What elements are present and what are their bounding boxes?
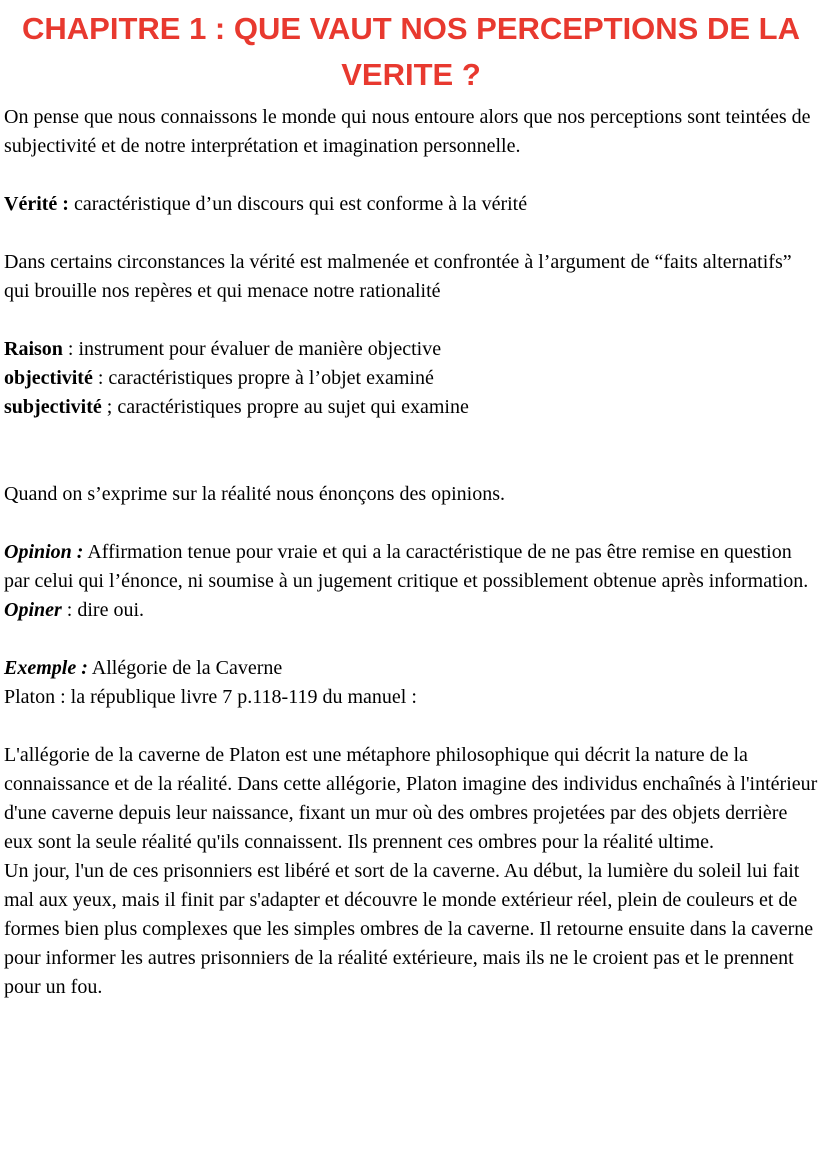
paragraph-faits-alternatifs: Dans certains circonstances la vérité est malmenée et confrontée à l’argument de “faits alternatifs” qui brouille nos repères et qui menace notre rationalité bbox=[4, 250, 792, 302]
term-exemple: Exemple : bbox=[4, 656, 88, 679]
definition-opiner bbox=[4, 596, 818, 625]
text-raison-def: : instrument pour évaluer de manière objective bbox=[62, 337, 442, 360]
paragraph-opinions-intro: Quand on s’exprime sur la réalité nous énonçons des opinions. bbox=[4, 482, 506, 505]
text-verite-def: caractéristique d’un discours qui est conforme à la vérité bbox=[68, 192, 528, 215]
definition-verite bbox=[4, 190, 818, 219]
definition-raison bbox=[4, 335, 818, 364]
term-verite: Vérité : bbox=[4, 192, 69, 215]
paragraph-intro: On pense que nous connaissons le monde qui nous entoure alors que nos perceptions sont teintées de subjectivité et de notre interprétation et imagination personnelle. bbox=[4, 105, 811, 157]
text-subjectivite-def: ; caractéristiques propre au sujet qui examine bbox=[101, 395, 469, 418]
term-objectivite: objectivité bbox=[4, 366, 93, 389]
term-raison: Raison bbox=[4, 337, 63, 360]
paragraph-platon-reference: Platon : la république livre 7 p.118-119 du manuel : bbox=[4, 685, 417, 708]
text-opinion-def: Affirmation tenue pour vraie et qui a la caractéristique de ne pas être remise en question par celui qui l’énonce, ni soumise à un jugement critique et possiblement obtenue après information. bbox=[4, 540, 809, 592]
text-opiner-def: : dire oui. bbox=[61, 598, 145, 621]
definition-subjectivite bbox=[4, 393, 818, 422]
term-opiner: Opiner bbox=[4, 598, 62, 621]
text-exemple-def: Allégorie de la Caverne bbox=[87, 656, 283, 679]
text-objectivite-def: : caractéristiques propre à l’objet examiné bbox=[92, 366, 434, 389]
term-opinion: Opinion : bbox=[4, 540, 84, 563]
paragraph-exemple bbox=[4, 654, 818, 683]
definition-objectivite bbox=[4, 364, 818, 393]
paragraph-allegorie-part-2: Un jour, l'un de ces prisonniers est libéré et sort de la caverne. Au début, la lumière du soleil lui fait mal aux yeux, mais il finit par s'adapter et découvre le monde extérieur réel, plein de couleurs et de formes bien plus complexes que les simples ombres de la caverne. Il retourne ensuite dans la caverne pour informer les autres prisonniers de la réalité extérieure, mais ils ne le croient pas et le prennent pour un fou. bbox=[4, 859, 814, 998]
term-subjectivite: subjectivité bbox=[4, 395, 102, 418]
definition-opinion bbox=[4, 538, 818, 596]
paragraph-allegorie-part-1: L'allégorie de la caverne de Platon est une métaphore philosophique qui décrit la nature de la connaissance et de la réalité. Dans cette allégorie, Platon imagine des individus enchaînés à l'intérieur d'une caverne depuis leur naissance, fixant un mur où des ombres projetées par des objets derrière eux sont la seule réalité qu'ils connaissent. Ils prennent ces ombres pour la réalité ultime. bbox=[4, 743, 818, 853]
chapter-title: CHAPITRE 1 : QUE VAUT NOS PERCEPTIONS DE LA VERITE ? bbox=[22, 11, 800, 92]
